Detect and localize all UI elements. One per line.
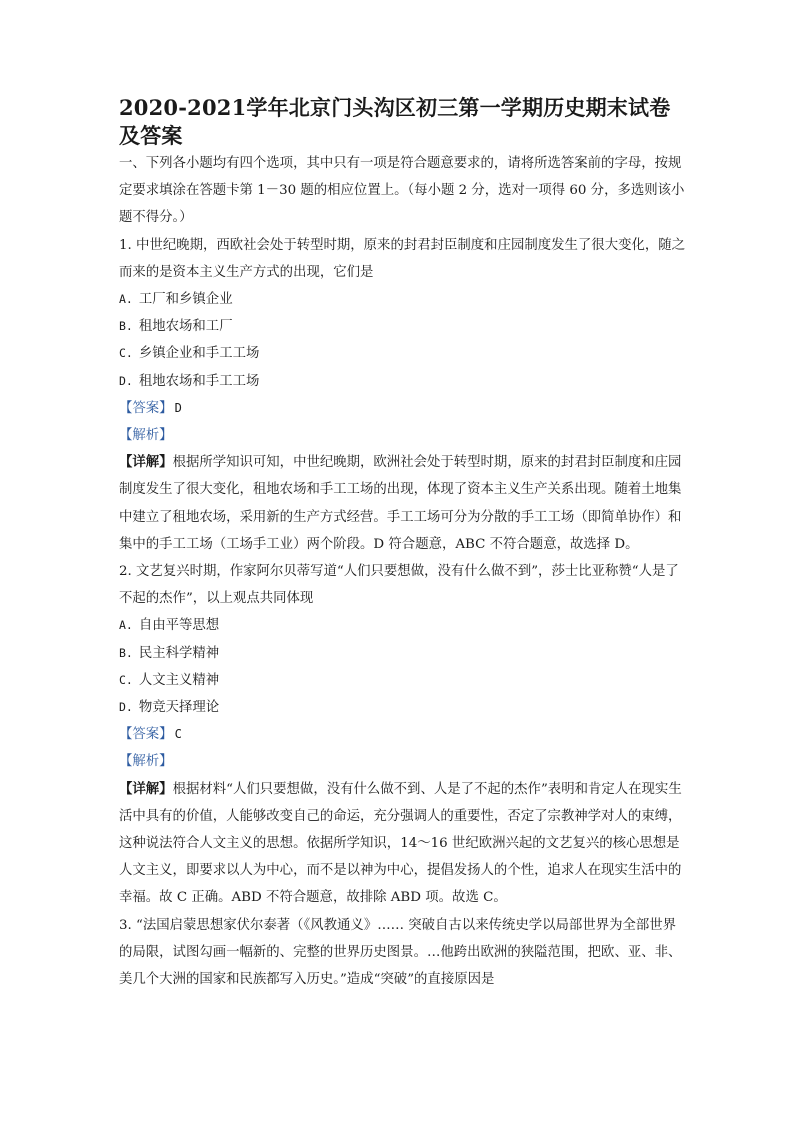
analysis-label: 【解析】 xyxy=(119,754,173,770)
option-text: 物竞天择理论 xyxy=(138,700,220,716)
option-text: 自由平等思想 xyxy=(138,618,220,634)
question-1-answer xyxy=(119,395,689,422)
question-2-detail xyxy=(119,776,689,912)
option-letter: D. xyxy=(119,373,133,388)
option-letter: B. xyxy=(119,319,133,334)
analysis-label: 【解析】 xyxy=(119,428,173,444)
option-letter: C. xyxy=(119,672,133,687)
answer-value: C xyxy=(174,727,182,742)
question-1-option-d xyxy=(119,368,689,395)
document-page xyxy=(119,94,689,993)
option-letter: B. xyxy=(119,645,133,660)
option-letter: C. xyxy=(119,346,133,361)
option-text: 租地农场和工厂 xyxy=(138,319,233,335)
detail-text: 根据所学知识可知，中世纪晚期，欧洲社会处于转型时期，原来的封君封臣制度和庄园制度发生了很大变化，租地农场和手工工场的出现，体现了资本主义生产关系出现。随着土地集中建立了租地农场，采用新的生产方式经营。手工工场可分为分散的手工工场（即简单协作）和集中的手工工场（工场手工业）两个阶段。D 符合题意，ABC 不符合题意，故选择 D。 xyxy=(119,455,682,552)
option-text: 乡镇企业和手工工场 xyxy=(138,346,260,362)
detail-label: 【详解】 xyxy=(119,780,173,797)
question-1-option-c xyxy=(119,340,689,367)
option-letter: A. xyxy=(119,292,133,307)
option-text: 人文主义精神 xyxy=(138,672,220,688)
question-2-answer xyxy=(119,721,689,748)
option-text: 工厂和乡镇企业 xyxy=(138,292,233,308)
question-1-option-b xyxy=(119,313,689,340)
detail-label: 【详解】 xyxy=(119,454,173,471)
question-2-option-d xyxy=(119,694,689,721)
document-title: 2020-2021学年北京门头沟区初三第一学期历史期末试卷及答案 xyxy=(119,95,671,148)
instructions: 一、下列各小题均有四个选项，其中只有一项是符合题意要求的，请将所选答案前的字母，按规定要求填涂在答题卡第 1－30 题的相应位置上。（每小题 2 分，选对一项得 60 分，多选则该小题不得分。） xyxy=(119,156,685,226)
question-2-stem: 2. 文艺复兴时期，作家阿尔贝蒂写道“人们只要想做，没有什么做不到”，莎士比亚称赞“人是了不起的杰作”，以上观点共同体现 xyxy=(119,564,679,607)
option-letter: A. xyxy=(119,618,133,633)
question-2-option-a xyxy=(119,612,689,639)
question-3-stem: 3. “法国启蒙思想家伏尔泰著（《风教通义》…… 突破自古以来传统史学以局部世界为全部世界的局限，试图勾画一幅新的、完整的世界历史图景。…他跨出欧洲的狭隘范围，把欧、亚、非、美几个大洲的国家和民族都写入历史。”造成“突破”的直接原因是 xyxy=(119,917,682,988)
option-letter: D. xyxy=(119,700,133,715)
question-1-stem: 1. 中世纪晚期，西欧社会处于转型时期，原来的封君封臣制度和庄园制度发生了很大变化，随之而来的是资本主义生产方式的出现，它们是 xyxy=(119,237,686,280)
question-1-option-a xyxy=(119,286,689,313)
question-2-analysis xyxy=(119,748,689,775)
question-2-option-b xyxy=(119,640,689,667)
answer-label: 【答案】 xyxy=(119,727,173,743)
answer-label: 【答案】 xyxy=(119,400,173,416)
detail-text: 根据材料“人们只要想做，没有什么做不到、人是了不起的杰作”表明和肯定人在现实生活中具有的价值，人能够改变自己的命运，充分强调人的重要性，否定了宗教神学对人的束缚，这种说法符合人文主义的思想。依据所学知识，14～16 世纪欧洲兴起的文艺复兴的核心思想是人文主义，即要求以人为中心，而不是以神为中心，提倡发扬人的个性，追求人在现实生活中的幸福。故 C 正确。ABD 不符合题意，故排除 ABD 项。故选 C。 xyxy=(119,781,682,906)
question-2-option-c xyxy=(119,667,689,694)
question-1-detail xyxy=(119,449,689,558)
option-text: 租地农场和手工工场 xyxy=(138,373,260,389)
question-1-analysis xyxy=(119,422,689,449)
option-text: 民主科学精神 xyxy=(138,645,220,661)
answer-value: D xyxy=(174,400,182,415)
